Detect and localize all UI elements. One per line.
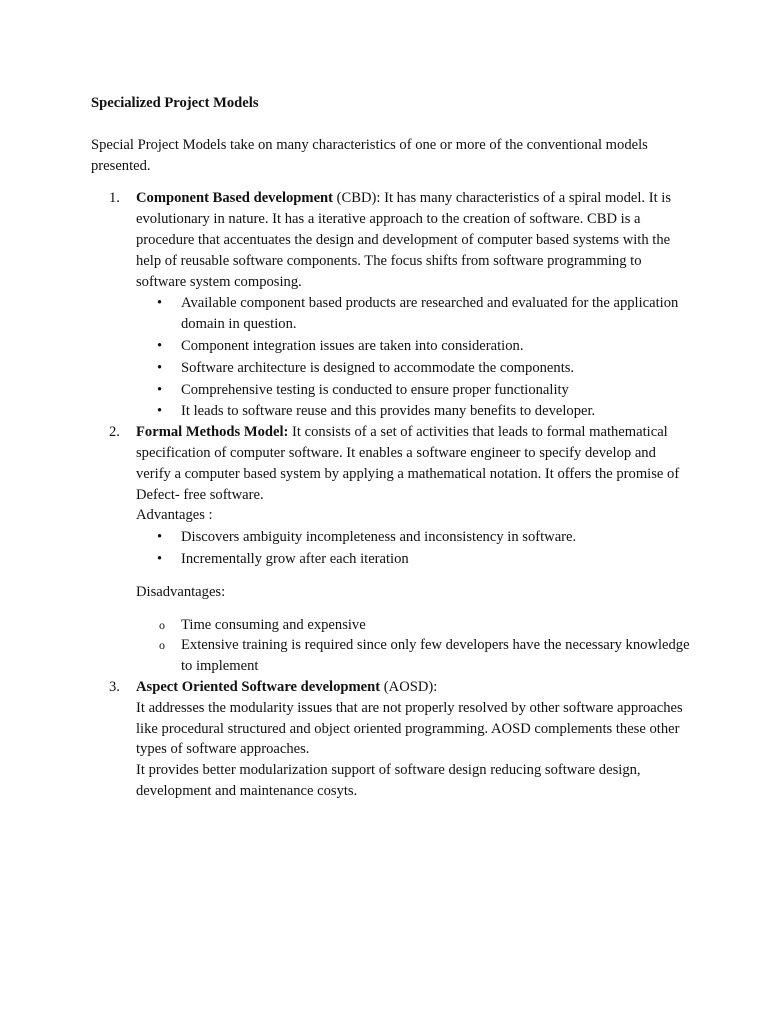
circle-bullet-icon: o — [159, 638, 165, 653]
list-number: 1. — [109, 190, 120, 207]
bullet-text: Discovers ambiguity incompleteness and inconsistency in software. — [181, 529, 577, 546]
intro-paragraph: Special Project Models take on many characteristics of one or more of the conventional models presented. — [91, 136, 648, 174]
aosd-paragraph: It provides better modularization support of software design reducing software design, development and maintenance cosyts. — [136, 762, 641, 799]
bullet-item — [136, 358, 691, 379]
bullet-item — [136, 401, 691, 422]
bullet-icon: • — [157, 529, 163, 546]
bullet-text: Incrementally grow after each iteration — [181, 550, 409, 567]
circle-bullet-item — [136, 615, 691, 636]
disadvantages-label: Disadvantages: — [136, 583, 226, 600]
bullet-text: Comprehensive testing is conducted to ensure proper functionality — [181, 381, 569, 398]
advantages-list — [136, 527, 691, 570]
bullet-text: Software architecture is designed to accommodate the components. — [181, 359, 575, 376]
bullet-icon: • — [157, 295, 163, 312]
bullet-item — [136, 336, 691, 357]
item-term: Aspect Oriented Software development — [136, 678, 381, 695]
circle-bullet-icon: o — [159, 617, 165, 632]
bullet-text: Available component based products are researched and evaluated for the application domain in question. — [181, 295, 679, 333]
advantages-label: Advantages : — [136, 507, 213, 524]
bullet-text: Time consuming and expensive — [181, 616, 366, 633]
item-term: Component Based development — [136, 190, 334, 207]
bullet-item — [136, 380, 691, 401]
bullet-icon: • — [157, 550, 163, 567]
bullet-text: Extensive training is required since only few developers have the necessary knowledge to implement — [181, 637, 690, 675]
bullet-item — [136, 549, 691, 570]
bullet-item — [136, 293, 691, 335]
bullet-text: Component integration issues are taken into consideration. — [181, 337, 524, 354]
list-item-cbd — [91, 188, 691, 422]
item-body: (CBD): It has many characteristics of a spiral model. It is evolutionary in nature. It has a iterative approach to the creation of software. CBD is a procedure that accentuates the design and development of computer based systems with the help of reusable software components. The focus shifts from software programming to software system composing. — [136, 190, 672, 290]
circle-bullet-item — [136, 635, 691, 677]
bullet-text: It leads to software reuse and this provides many benefits to developer. — [181, 403, 596, 420]
bullet-icon: • — [157, 403, 163, 420]
models-list — [91, 188, 691, 801]
bullet-icon: • — [157, 381, 163, 398]
list-item-formal-methods — [91, 422, 691, 677]
list-number: 3. — [109, 678, 120, 695]
list-number: 2. — [109, 424, 120, 441]
document-page — [91, 93, 691, 802]
bullet-icon: • — [157, 337, 163, 354]
item-body: (AOSD): — [380, 678, 438, 695]
list-item-aosd — [91, 677, 691, 802]
document-title: Specialized Project Models — [91, 95, 259, 111]
disadvantages-list — [136, 615, 691, 677]
cbd-bullet-list — [136, 293, 691, 422]
aosd-paragraph: It addresses the modularity issues that are not properly resolved by other software approaches like procedural structured and object oriented programming. AOSD complements these other types of software approaches. — [136, 699, 683, 758]
bullet-item — [136, 527, 691, 548]
item-body: It consists of a set of activities that leads to formal mathematical specification of computer software. It enables a software engineer to specify develop and verify a computer based system by applying a mathematical notation. It offers the promise of Defect- free software. — [136, 424, 680, 503]
bullet-icon: • — [157, 359, 163, 376]
item-term: Formal Methods Model: — [136, 424, 289, 441]
